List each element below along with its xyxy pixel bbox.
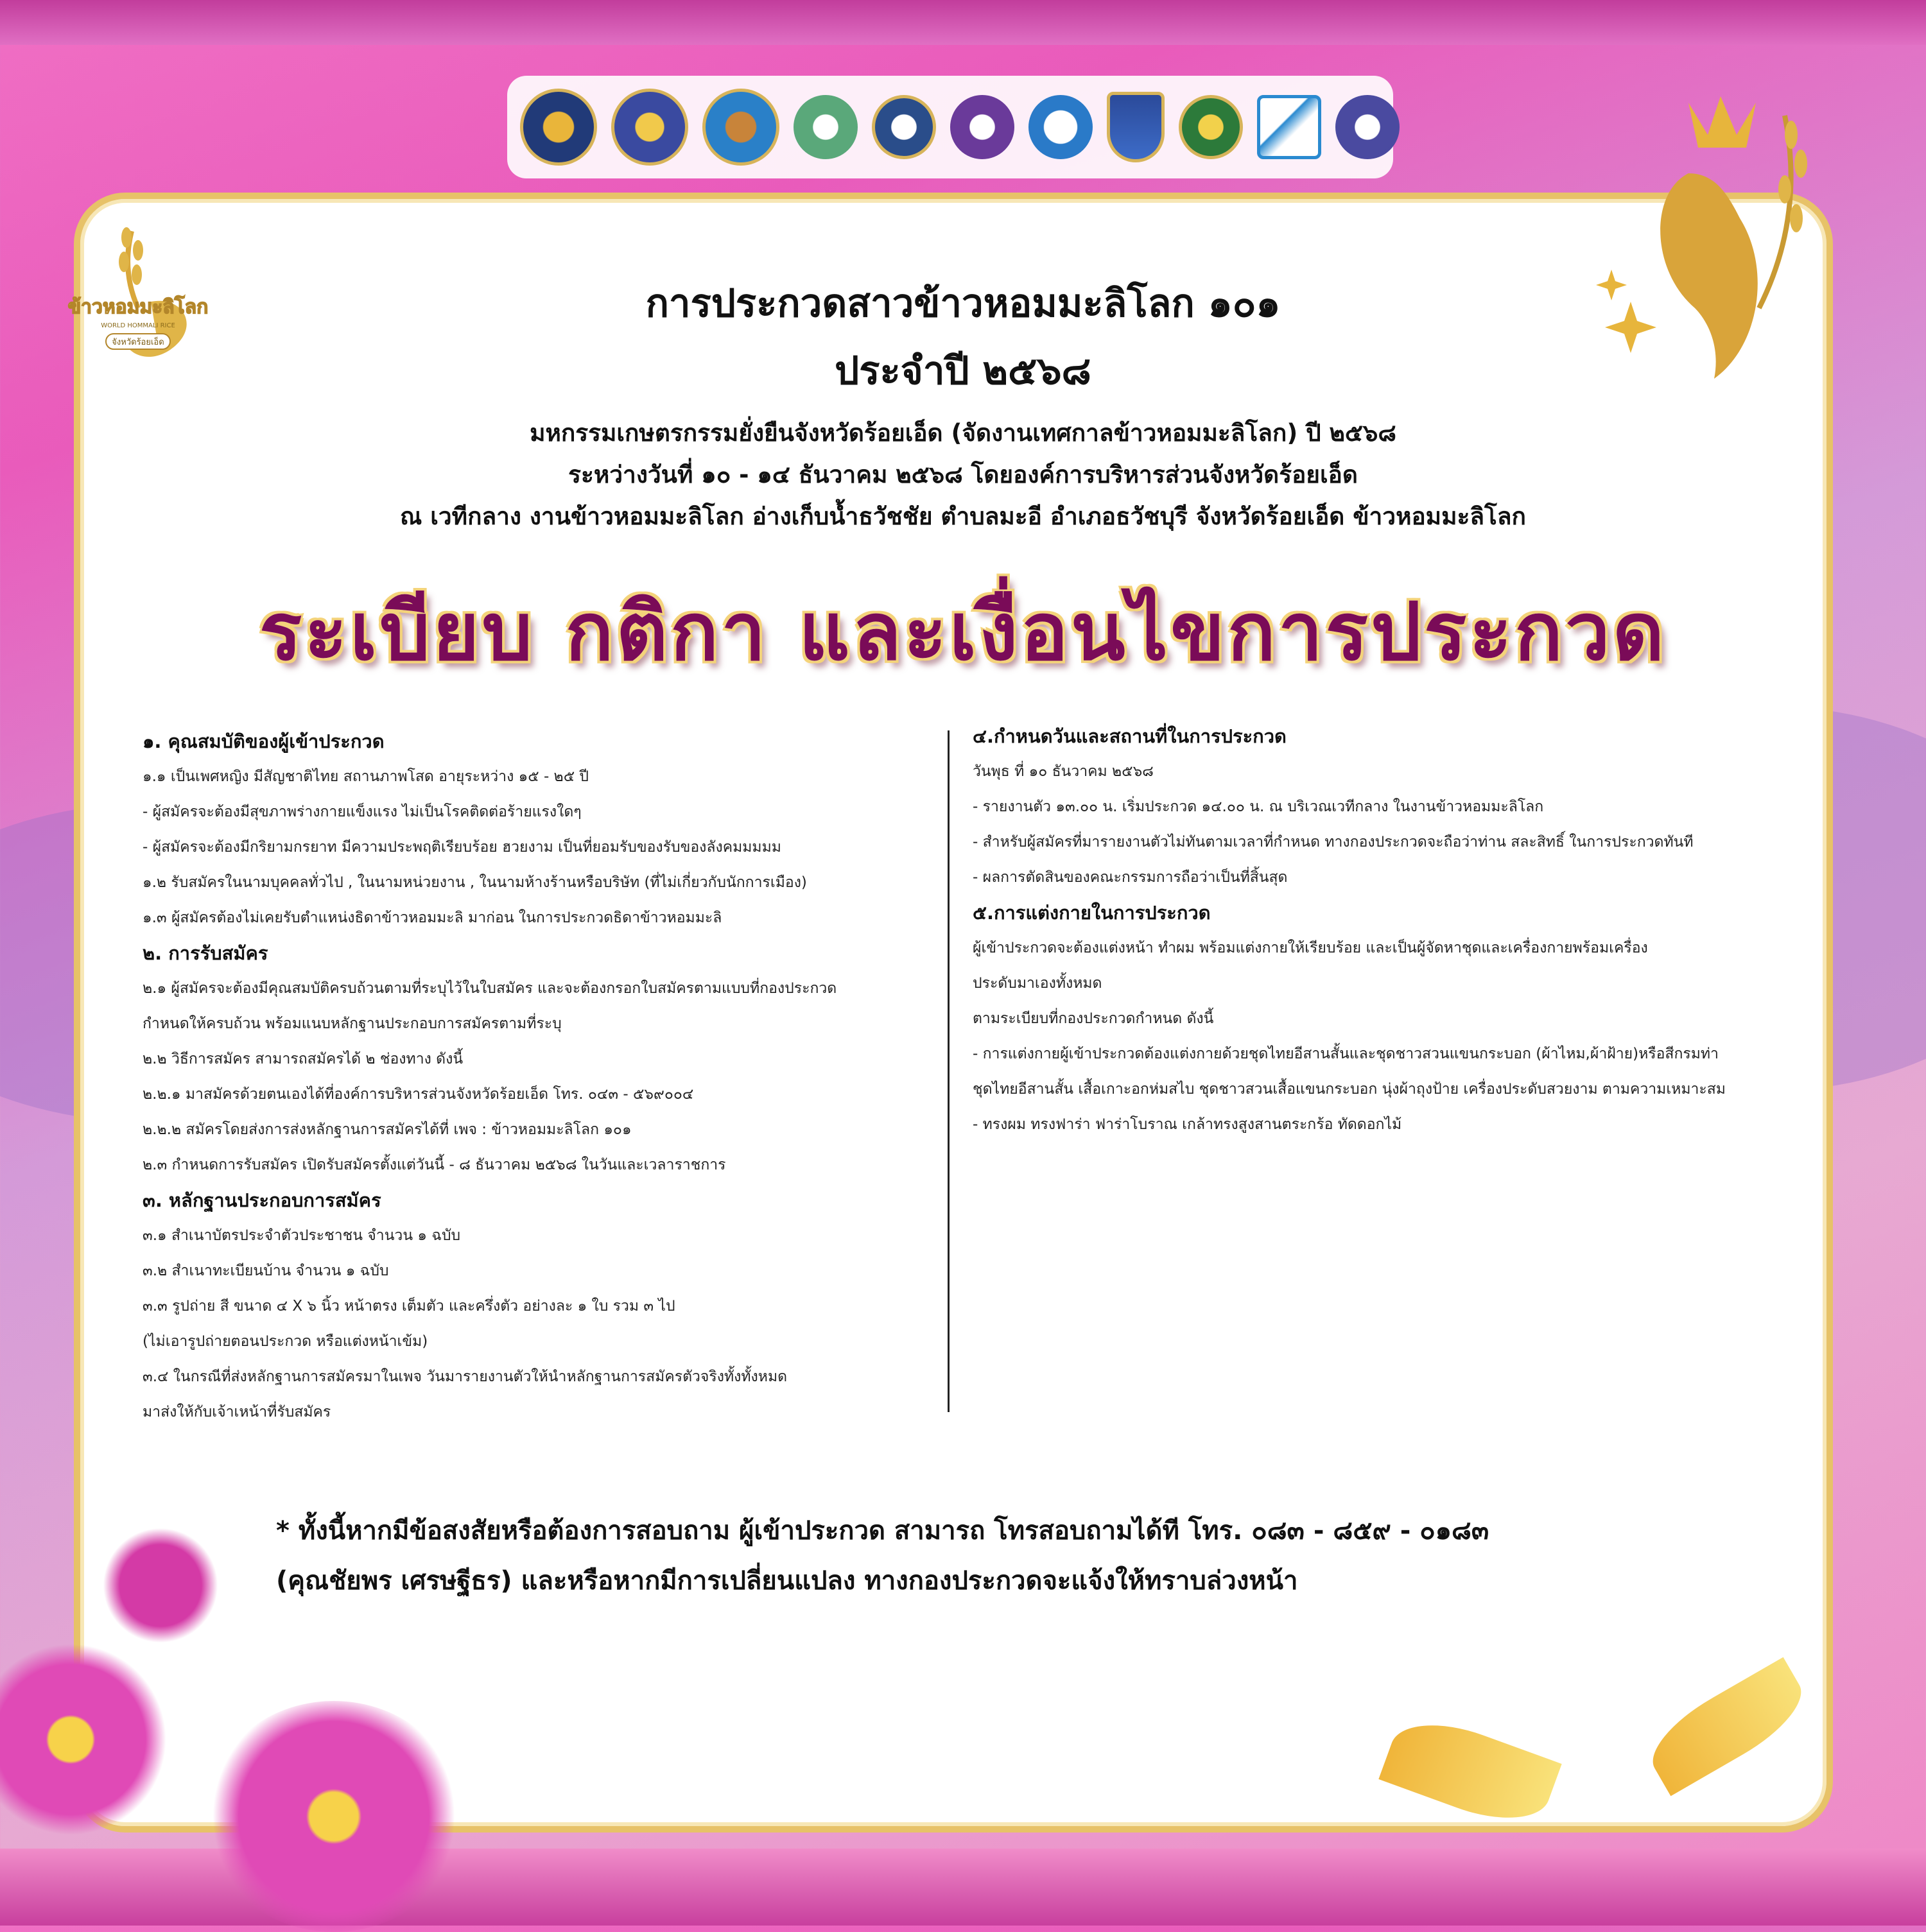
right-section-heading: ๕.การแต่งกายในการประกวด: [973, 902, 1211, 924]
contest-title: การประกวดสาวข้าวหอมมะลิโลก ๑๐๑: [645, 281, 1281, 326]
left-rule-line: ๓.๔ ในกรณีที่ส่งหลักฐานการสมัครมาในเพจ วันมารายงานตัวให้นำหลักฐานการสมัครตัวจริงทั้งทั้งหมด: [143, 1368, 788, 1385]
seal-logo-9: [1179, 95, 1243, 159]
left-section-heading: ๑. คุณสมบัติของผู้เข้าประกวด: [143, 730, 385, 752]
seal-logo-11: [1335, 95, 1400, 159]
left-rule-line: (ไม่เอารูปถ่ายตอนประกวด หรือแต่งหน้าเข้ม): [143, 1333, 428, 1350]
seal-logo-3: [702, 89, 779, 166]
seal-logo-2: [611, 89, 688, 166]
left-rule-line: ๓.๑ สำเนาบัตรประจำตัวประชาชน จำนวน ๑ ฉบับ: [143, 1227, 461, 1244]
brand-logo-sub: WORLD HOMMALI RICE: [101, 322, 175, 329]
left-rule-line: ๓.๒ สำเนาทะเบียนบ้าน จำนวน ๑ ฉบับ: [143, 1263, 389, 1279]
left-section-heading: ๒. การรับสมัคร: [143, 942, 268, 964]
left-rule-line: ๑.๓ ผู้สมัครต้องไม่เคยรับตำแหน่งธิดาข้าวหอมมะลิ มาก่อน ในการประกวดธิดาข้าวหอมมะลิ: [143, 910, 722, 926]
right-rule-line: วันพุธ ที่ ๑๐ ธันวาคม ๒๕๖๘: [973, 763, 1154, 780]
left-rule-line: ๒.๓ กำหนดการรับสมัคร เปิดรับสมัครตั้งแต่วันนี้ - ๘ ธันวาคม ๒๕๖๘ ในวันและเวลาราชการ: [143, 1157, 726, 1173]
right-rule-line: ชุดไทยอีสานสั้น เสื้อเกาะอกห่มสไบ ชุดชาวสวนเสื้อแขนกระบอก นุ่งผ้าถุงป้าย เครื่องประดับสวยงาม ตามความเหมาะสม: [973, 1081, 1726, 1098]
brand-logo-tag: จังหวัดร้อยเอ็ด: [112, 338, 164, 347]
contact-note-line-2: (คุณชัยพร เศรษฐีธร) และหรือหากมีการเปลี่ยนแปลง ทางกองประกวดจะแจ้งให้ทราบล่วงหน้า: [276, 1566, 1298, 1596]
left-rule-line: ๒.๑ ผู้สมัครจะต้องมีคุณสมบัติครบถ้วนตามที่ระบุไว้ในใบสมัคร และจะต้องกรอกใบสมัครตามแบบที่กองประกวด: [143, 980, 837, 997]
contact-note-line-1: * ทั้งนี้หากมีข้อสงสัยหรือต้องการสอบถาม ผู้เข้าประกวด สามารถ โทรสอบถามได้ที โทร. ๐๘๓ - ๘๕๙ - ๐๑๘๓: [276, 1516, 1489, 1546]
rules-headline: ระเบียบ กติกา และเงื่อนไขการประกวด: [259, 585, 1667, 678]
top-band: [0, 0, 1926, 45]
right-rule-line: - สำหรับผู้สมัครที่มารายงานตัวไม่ทันตามเวลาที่กำหนด ทางกองประกวดจะถือว่าท่าน สละสิทธิ์ ในการประกวดทันที: [973, 834, 1694, 850]
left-rule-line: มาส่งให้กับเจ้าเหน้าที่รับสมัคร: [143, 1404, 331, 1420]
right-rule-line: - ทรงผม ทรงฟาร่า ฟาร่าโบราณ เกล้าทรงสูงสานตระกร้อ ทัดดอกไม้: [973, 1116, 1402, 1133]
left-section-heading: ๓. หลักฐานประกอบการสมัคร: [143, 1189, 381, 1211]
left-rule-line: - ผู้สมัครจะต้องมีสุขภาพร่างกายแข็งแรง ไม่เป็นโรคติดต่อร้ายแรงใดๆ: [143, 804, 582, 820]
right-rule-line: ตามระเบียบที่กองประกวดกำหนด ดังนี้: [973, 1010, 1214, 1027]
right-rule-line: - รายงานตัว ๑๓.๐๐ น. เริ่มประกวด ๑๔.๐๐ น. ณ บริเวณเวทีกลาง ในงานข้าวหอมมะลิโลก: [973, 798, 1544, 815]
left-rule-line: ๓.๓ รูปถ่าย สี ขนาด ๔ X ๖ นิ้ว หน้าตรง เต็มตัว และครึ่งตัว อย่างละ ๑ ใบ รวม ๓ ไป: [143, 1298, 675, 1315]
seal-logo-7: [1028, 95, 1093, 159]
seal-logo-6: [950, 95, 1014, 159]
seal-logo-10: [1257, 95, 1321, 159]
brand-logo-text: ข้าวหอมมะลิโลก: [67, 296, 209, 318]
seal-logo-4: [794, 95, 858, 159]
contest-year: ประจำปี ๒๕๖๘: [835, 349, 1091, 393]
pink-flower-decoration: [103, 1528, 218, 1643]
seal-logo-8: [1107, 92, 1165, 162]
right-section-heading: ๔.กำหนดวันและสถานที่ในการประกวด: [973, 725, 1287, 747]
left-rule-line: ๒.๒.๒ สมัครโดยส่งการส่งหลักฐานการสมัครได้ที่ เพจ : ข้าวหอมมะลิโลก ๑๐๑: [143, 1121, 632, 1138]
rules-left-column: [143, 724, 939, 1430]
left-rule-line: ๒.๒.๑ มาสมัครด้วยตนเองได้ที่องค์การบริหารส่วนจังหวัดร้อยเอ็ด โทร. ๐๔๓ - ๕๖๙๐๐๔: [143, 1086, 694, 1103]
left-rule-line: กำหนดให้ครบถ้วน พร้อมแนบหลักฐานประกอบการสมัครตามที่ระบุ: [143, 1015, 562, 1032]
rules-right-column: [973, 719, 1846, 1143]
left-rule-line: - ผู้สมัครจะต้องมีกริยามกรยาท มีความประพฤติเรียบร้อย ฮวยงาม เป็นที่ยอมรับของรับของลังคมมมมม: [143, 839, 781, 856]
sponsor-logo-row: [507, 76, 1393, 178]
event-line-1: มหกรรมเกษตรกรรมยั่งยืนจังหวัดร้อยเอ็ด (จัดงานเทศกาลข้าวหอมมะลิโลก) ปี ๒๕๖๘: [530, 419, 1396, 447]
right-rule-line: ผู้เข้าประกวดจะต้องแต่งหน้า ทำผม พร้อมแต่งกายให้เรียบร้อย และเป็นผู้จัดหาชุดและเครื่องกายพร้อมเครื่อง: [973, 940, 1648, 956]
seal-logo-5: [872, 95, 936, 159]
event-line-2: ระหว่างวันที่ ๑๐ - ๑๔ ธันวาคม ๒๕๖๘ โดยองค์การบริหารส่วนจังหวัดร้อยเอ็ด: [568, 461, 1358, 488]
right-rule-line: - การแต่งกายผู้เข้าประกวดต้องแต่งกายด้วยชุดไทยอีสานสั้นและชุดชาวสวนแขนกระบอก (ผ้าไหม,ผ้าฝ้าย)หรือสีกรมท่า: [973, 1046, 1719, 1062]
left-rule-line: ๑.๑ เป็นเพศหญิง มีสัญชาติไทย สถานภาพโสด อายุระหว่าง ๑๕ - ๒๕ ปี: [143, 768, 589, 785]
event-line-3: ณ เวทีกลาง งานข้าวหอมมะลิโลก อ่างเก็บน้ำธวัชชัย ตำบลมะอี อำเภอธวัชบุรี จังหวัดร้อยเอ็ด ข้าวหอมมะลิโลก: [400, 503, 1526, 530]
left-rule-line: ๒.๒ วิธีการสมัคร สามารถสมัครได้ ๒ ช่องทาง ดังนี้: [143, 1051, 464, 1067]
right-rule-line: - ผลการตัดสินของคณะกรรมการถือว่าเป็นที่สิ้นสุด: [973, 869, 1288, 886]
right-rule-line: ประดับมาเองทั้งหมด: [973, 975, 1102, 992]
pink-flower-decoration: [205, 1701, 462, 1932]
column-divider: [948, 730, 950, 1412]
left-rule-line: ๑.๒ รับสมัครในนามบุคคลทั่วไป , ในนามหน่วยงาน , ในนามห้างร้านหรือบริษัท (ที่ไม่เกี่ยวกับนักการเมือง): [143, 874, 807, 891]
seal-logo-1: [520, 89, 597, 166]
